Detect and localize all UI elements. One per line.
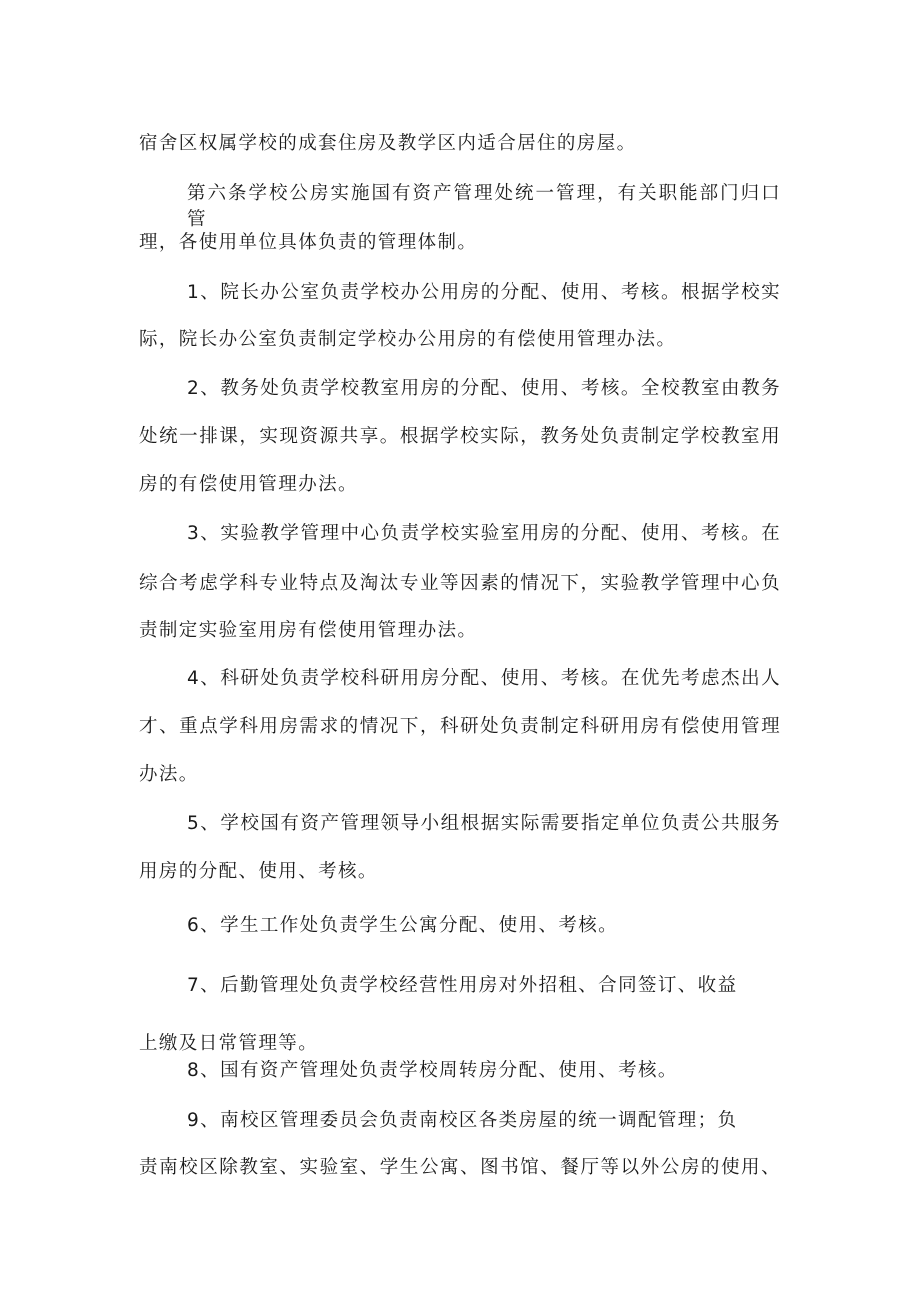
text-line: 1、院长办公室负责学校办公用房的分配、使用、考核。根据学校实 <box>187 282 781 303</box>
text-line: 房的有偿使用管理办法。 <box>139 474 358 495</box>
text-line: 处统一排课，实现资源共享。根据学校实际，教务处负责制定学校教室用 <box>139 426 781 447</box>
text-line: 第六条学校公房实施国有资产管理处统一管理，有关职能部门归口管 <box>187 183 781 230</box>
text-line: 际，院长办公室负责制定学校办公用房的有偿使用管理办法。 <box>139 329 677 350</box>
text-line: 责南校区除教室、实验室、学生公寓、图书馆、餐厅等以外公房的使用、 <box>139 1157 781 1178</box>
text-line: 6、学生工作处负责学生公寓分配、使用、考核。 <box>187 915 619 936</box>
text-line: 宿舍区权属学校的成套住房及教学区内适合居住的房屋。 <box>139 133 637 154</box>
text-line: 4、科研处负责学校科研用房分配、使用、考核。在优先考虑杰出人 <box>187 668 781 689</box>
text-line: 2、教务处负责学校教室用房的分配、使用、考核。全校教室由教务 <box>187 378 781 399</box>
text-line: 用房的分配、使用、考核。 <box>139 861 378 882</box>
text-line: 8、国有资产管理处负责学校周转房分配、使用、考核。 <box>187 1060 678 1081</box>
text-line: 9、南校区管理委员会负责南校区各类房屋的统一调配管理；负 <box>187 1110 738 1131</box>
text-line: 上缴及日常管理等。 <box>139 1033 319 1054</box>
text-line: 5、学校国有资产管理领导小组根据实际需要指定单位负责公共服务 <box>187 813 781 834</box>
text-line: 办法。 <box>139 764 199 785</box>
text-line: 责制定实验室用房有偿使用管理办法。 <box>139 620 478 641</box>
text-line: 才、重点学科用房需求的情况下，科研处负责制定科研用房有偿使用管理 <box>139 716 781 737</box>
text-line: 3、实验教学管理中心负责学校实验室用房的分配、使用、考核。在 <box>187 523 781 544</box>
text-line: 综合考虑学科专业特点及淘汰专业等因素的情况下，实验教学管理中心负 <box>139 573 781 594</box>
text-line: 理，各使用单位具体负责的管理体制。 <box>139 232 478 253</box>
text-line: 7、后勤管理处负责学校经营性用房对外招租、合同签订、收益 <box>187 975 738 996</box>
